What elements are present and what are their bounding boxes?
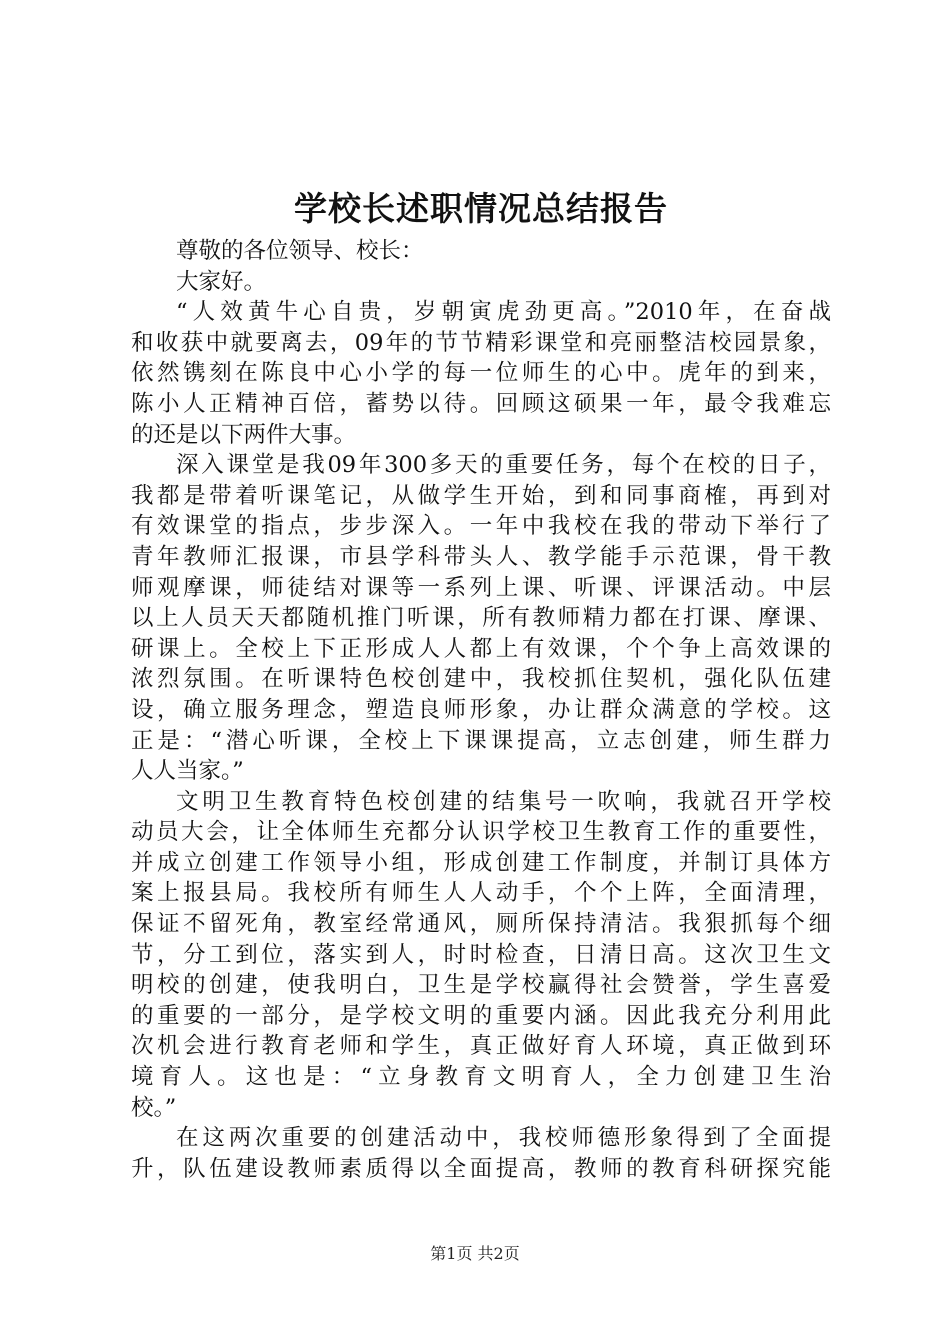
text-line: 依然镌刻在陈良中心小学的每一位师生的心中。虎年的到来， <box>131 360 831 387</box>
text-line: 师观摩课，师徒结对课等一系列上课、听课、评课活动。中层 <box>131 574 831 601</box>
text-line: 升，队伍建设教师素质得以全面提高，教师的教育科研探究能 <box>131 1155 831 1182</box>
text-line: 文明卫生教育特色校创建的结集号一吹响，我就召开学校 <box>176 788 831 815</box>
page-number: 第1页 共2页 <box>430 1244 520 1263</box>
text-line: 有效课堂的指点，步步深入。一年中我校在我的带动下举行了 <box>131 513 831 540</box>
text-line: 正是：“潜心听课，全校上下课课提高，立志创建，师生群力 <box>131 727 831 754</box>
text-line: 明校的创建，使我明白，卫生是学校赢得社会赞誉，学生喜爱 <box>131 972 831 999</box>
text-line: 保证不留死角，教室经常通风，厕所保持清洁。我狠抓每个细 <box>131 911 831 938</box>
text-line: “人效黄牛心自贵，岁朝寅虎劲更高。”2010年，在奋战 <box>176 299 831 326</box>
text-line: 的重要的一部分，是学校文明的重要内涵。因此我充分利用此 <box>131 1002 831 1029</box>
text-line: 我都是带着听课笔记，从做学生开始，到和同事商榷，再到对 <box>131 482 831 509</box>
text-line: 设，确立服务理念，塑造良师形象，办让群众满意的学校。这 <box>131 696 831 723</box>
document-page <box>131 186 831 1184</box>
text-line: 的还是以下两件大事。 <box>131 421 357 448</box>
text-line: 浓烈氛围。在听课特色校创建中，我校抓住契机，强化队伍建 <box>131 666 831 693</box>
text-line: 以上人员天天都随机推门听课，所有教师精力都在打课、摩课、 <box>131 605 831 632</box>
page-footer <box>0 1243 950 1265</box>
text-line: 境育人。这也是：“立身教育文明育人，全力创建卫生治 <box>131 1064 831 1091</box>
text-line: 案上报县局。我校所有师生人人动手，个个上阵，全面清理， <box>131 880 831 907</box>
text-line: 在这两次重要的创建活动中，我校师德形象得到了全面提 <box>176 1125 831 1152</box>
text-line: 校。” <box>131 1094 177 1121</box>
document-title: 学校长述职情况总结报告 <box>294 189 668 228</box>
text-line: 动员大会，让全体师生充都分认识学校卫生教育工作的重要性， <box>131 819 831 846</box>
text-line: 并成立创建工作领导小组，形成创建工作制度，并制订具体方 <box>131 849 831 876</box>
text-line: 和收获中就要离去，09年的节节精彩课堂和亮丽整洁校园景象， <box>131 329 831 356</box>
text-line: 大家好。 <box>176 268 267 295</box>
text-line: 节，分工到位，落实到人，时时检查，日清日高。这次卫生文 <box>131 941 831 968</box>
text-line: 陈小人正精神百倍，蓄势以待。回顾这硕果一年，最令我难忘 <box>131 390 831 417</box>
text-line: 人人当家。” <box>131 758 244 785</box>
text-line: 研课上。全校上下正形成人人都上有效课，个个争上高效课的 <box>131 635 831 662</box>
text-line: 深入课堂是我09年300多天的重要任务，每个在校的日子， <box>176 452 831 479</box>
text-line: 青年教师汇报课，市县学科带头人、教学能手示范课，骨干教 <box>131 543 831 570</box>
document-body <box>131 236 831 1184</box>
text-line: 尊敬的各位领导、校长： <box>176 238 424 264</box>
text-line: 次机会进行教育老师和学生，真正做好育人环境，真正做到环 <box>131 1033 831 1060</box>
